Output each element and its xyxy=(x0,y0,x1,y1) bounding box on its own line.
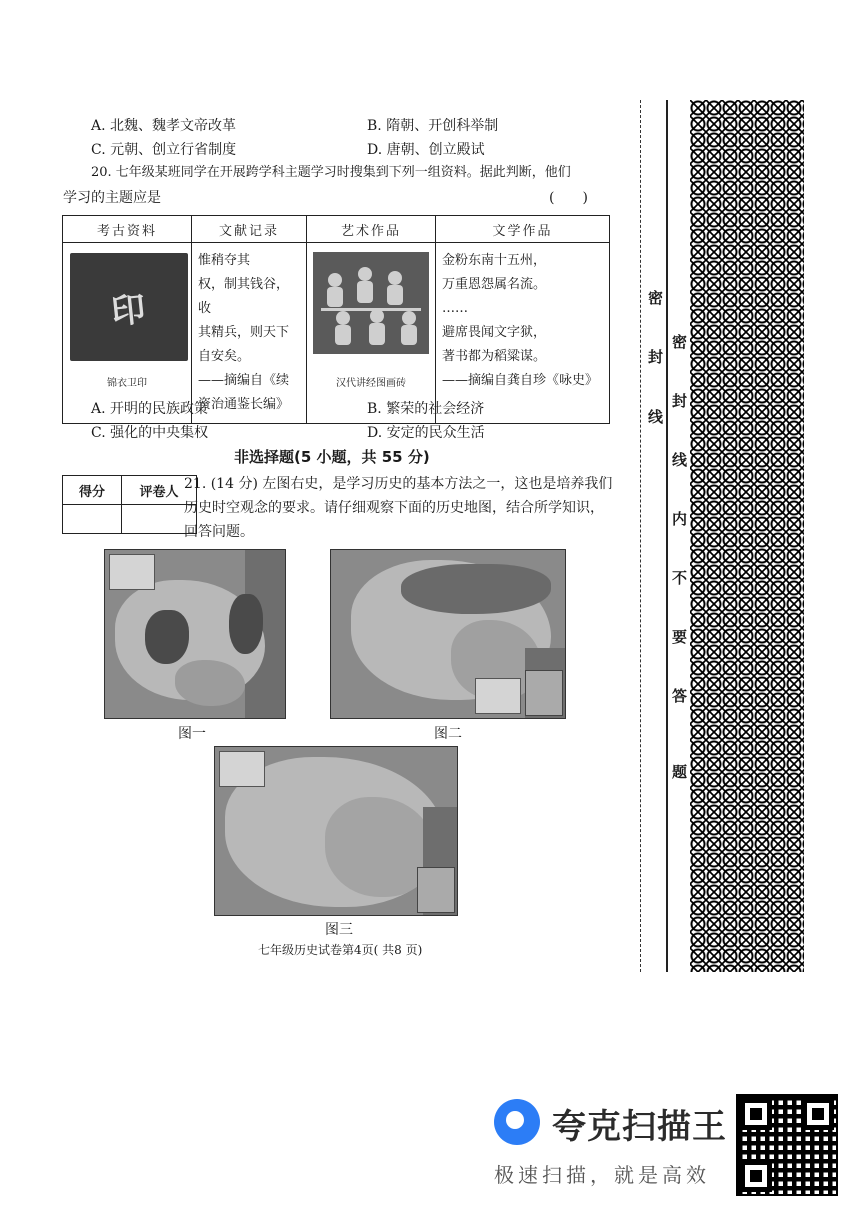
score-label: 得分 xyxy=(63,476,122,505)
security-pattern-strip xyxy=(690,100,804,972)
solid-binding-line xyxy=(666,100,668,972)
q20-option-d: D. 安定的民众生活 xyxy=(367,425,485,441)
q20-stem-line2: 学习的主题应是 xyxy=(63,190,161,206)
map-figure-3 xyxy=(214,746,458,916)
score-box xyxy=(62,475,197,534)
q20-stem-line1: 20. 七年级某班同学在开展跨学科主题学习时搜集到下列一组资料。据此判断，他们 xyxy=(91,165,571,180)
brick-relief-image xyxy=(313,252,429,354)
document-text: 惟稍夺其 权，制其钱谷，收 其精兵，则天下 自安矣。 ——摘编自《续 资治通鉴长编》 xyxy=(198,253,290,412)
seal-char-outer-4: 内 xyxy=(672,510,688,528)
q20-material-table xyxy=(62,215,610,424)
figure-2-label: 图二 xyxy=(434,726,462,742)
header-documents: 文献记录 xyxy=(192,216,307,243)
literature-text: 金粉东南十五州， 万重恩怨属名流。 …… 避席畏闻文字狱， 著书都为稻粱谋。 ——摘编自龚自珍《咏史》 xyxy=(442,253,599,388)
q19-option-c: C. 元朝、创立行省制度 xyxy=(91,142,237,158)
seal-char-outer-3: 线 xyxy=(672,451,688,469)
map-figure-2 xyxy=(330,549,566,719)
archaeology-cell xyxy=(63,243,191,393)
seal-char-outer-1: 密 xyxy=(672,333,688,351)
qr-code-icon xyxy=(736,1094,838,1196)
q20-option-c: C. 强化的中央集权 xyxy=(91,425,209,441)
seal-char-outer-7: 答 xyxy=(672,687,688,705)
brand-name: 夸克扫描王 xyxy=(552,1107,727,1147)
header-literature: 文学作品 xyxy=(436,216,610,243)
q20-answer-blank: ( ) xyxy=(549,190,588,206)
header-archaeology: 考古资料 xyxy=(63,216,192,243)
seal-char-outer-2: 封 xyxy=(672,392,688,410)
seal-char-outer-5: 不 xyxy=(672,569,688,587)
score-value-cell xyxy=(63,505,122,534)
q19-option-a: A. 北魏、魏孝文帝改革 xyxy=(91,118,237,134)
seal-char-inner-2: 封 xyxy=(648,348,664,366)
seal-char-inner-3: 线 xyxy=(648,408,664,426)
map-figure-1 xyxy=(104,549,286,719)
art-cell xyxy=(307,243,435,393)
figure-1-label: 图一 xyxy=(178,726,206,742)
section-title: 非选择题(5 小题，共 55 分) xyxy=(234,448,430,466)
q21-line2: 历史时空观念的要求。请仔细观察下面的历史地图，结合所学知识， xyxy=(184,500,604,516)
page-footer: 七年级历史试卷第4页( 共8 页) xyxy=(258,943,423,957)
seal-image: 印 xyxy=(70,253,188,361)
quark-logo-icon xyxy=(494,1099,540,1145)
q21-line3: 回答问题。 xyxy=(184,524,254,540)
q19-option-d: D. 唐朝、创立殿试 xyxy=(367,142,485,158)
q19-option-b: B. 隋朝、开创科举制 xyxy=(367,118,499,134)
brand-slogan: 极速扫描，就是高效 xyxy=(494,1163,710,1187)
q21-line1: 21. (14 分) 左图右史，是学习历史的基本方法之一，这也是培养我们 xyxy=(184,476,613,492)
archaeology-caption: 锦衣卫印 xyxy=(107,378,147,389)
grader-label: 评卷人 xyxy=(122,476,197,505)
seal-char-inner-1: 密 xyxy=(648,289,664,307)
header-art: 艺术作品 xyxy=(307,216,436,243)
q20-option-b: B. 繁荣的社会经济 xyxy=(367,401,485,417)
seal-char-outer-6: 要 xyxy=(672,628,688,646)
dashed-binding-line xyxy=(640,100,641,972)
seal-char-outer-8: 题 xyxy=(672,763,688,781)
figure-3-label: 图三 xyxy=(325,922,353,938)
q20-option-a: A. 开明的民族政策 xyxy=(91,401,209,417)
art-caption: 汉代讲经图画砖 xyxy=(336,378,406,389)
